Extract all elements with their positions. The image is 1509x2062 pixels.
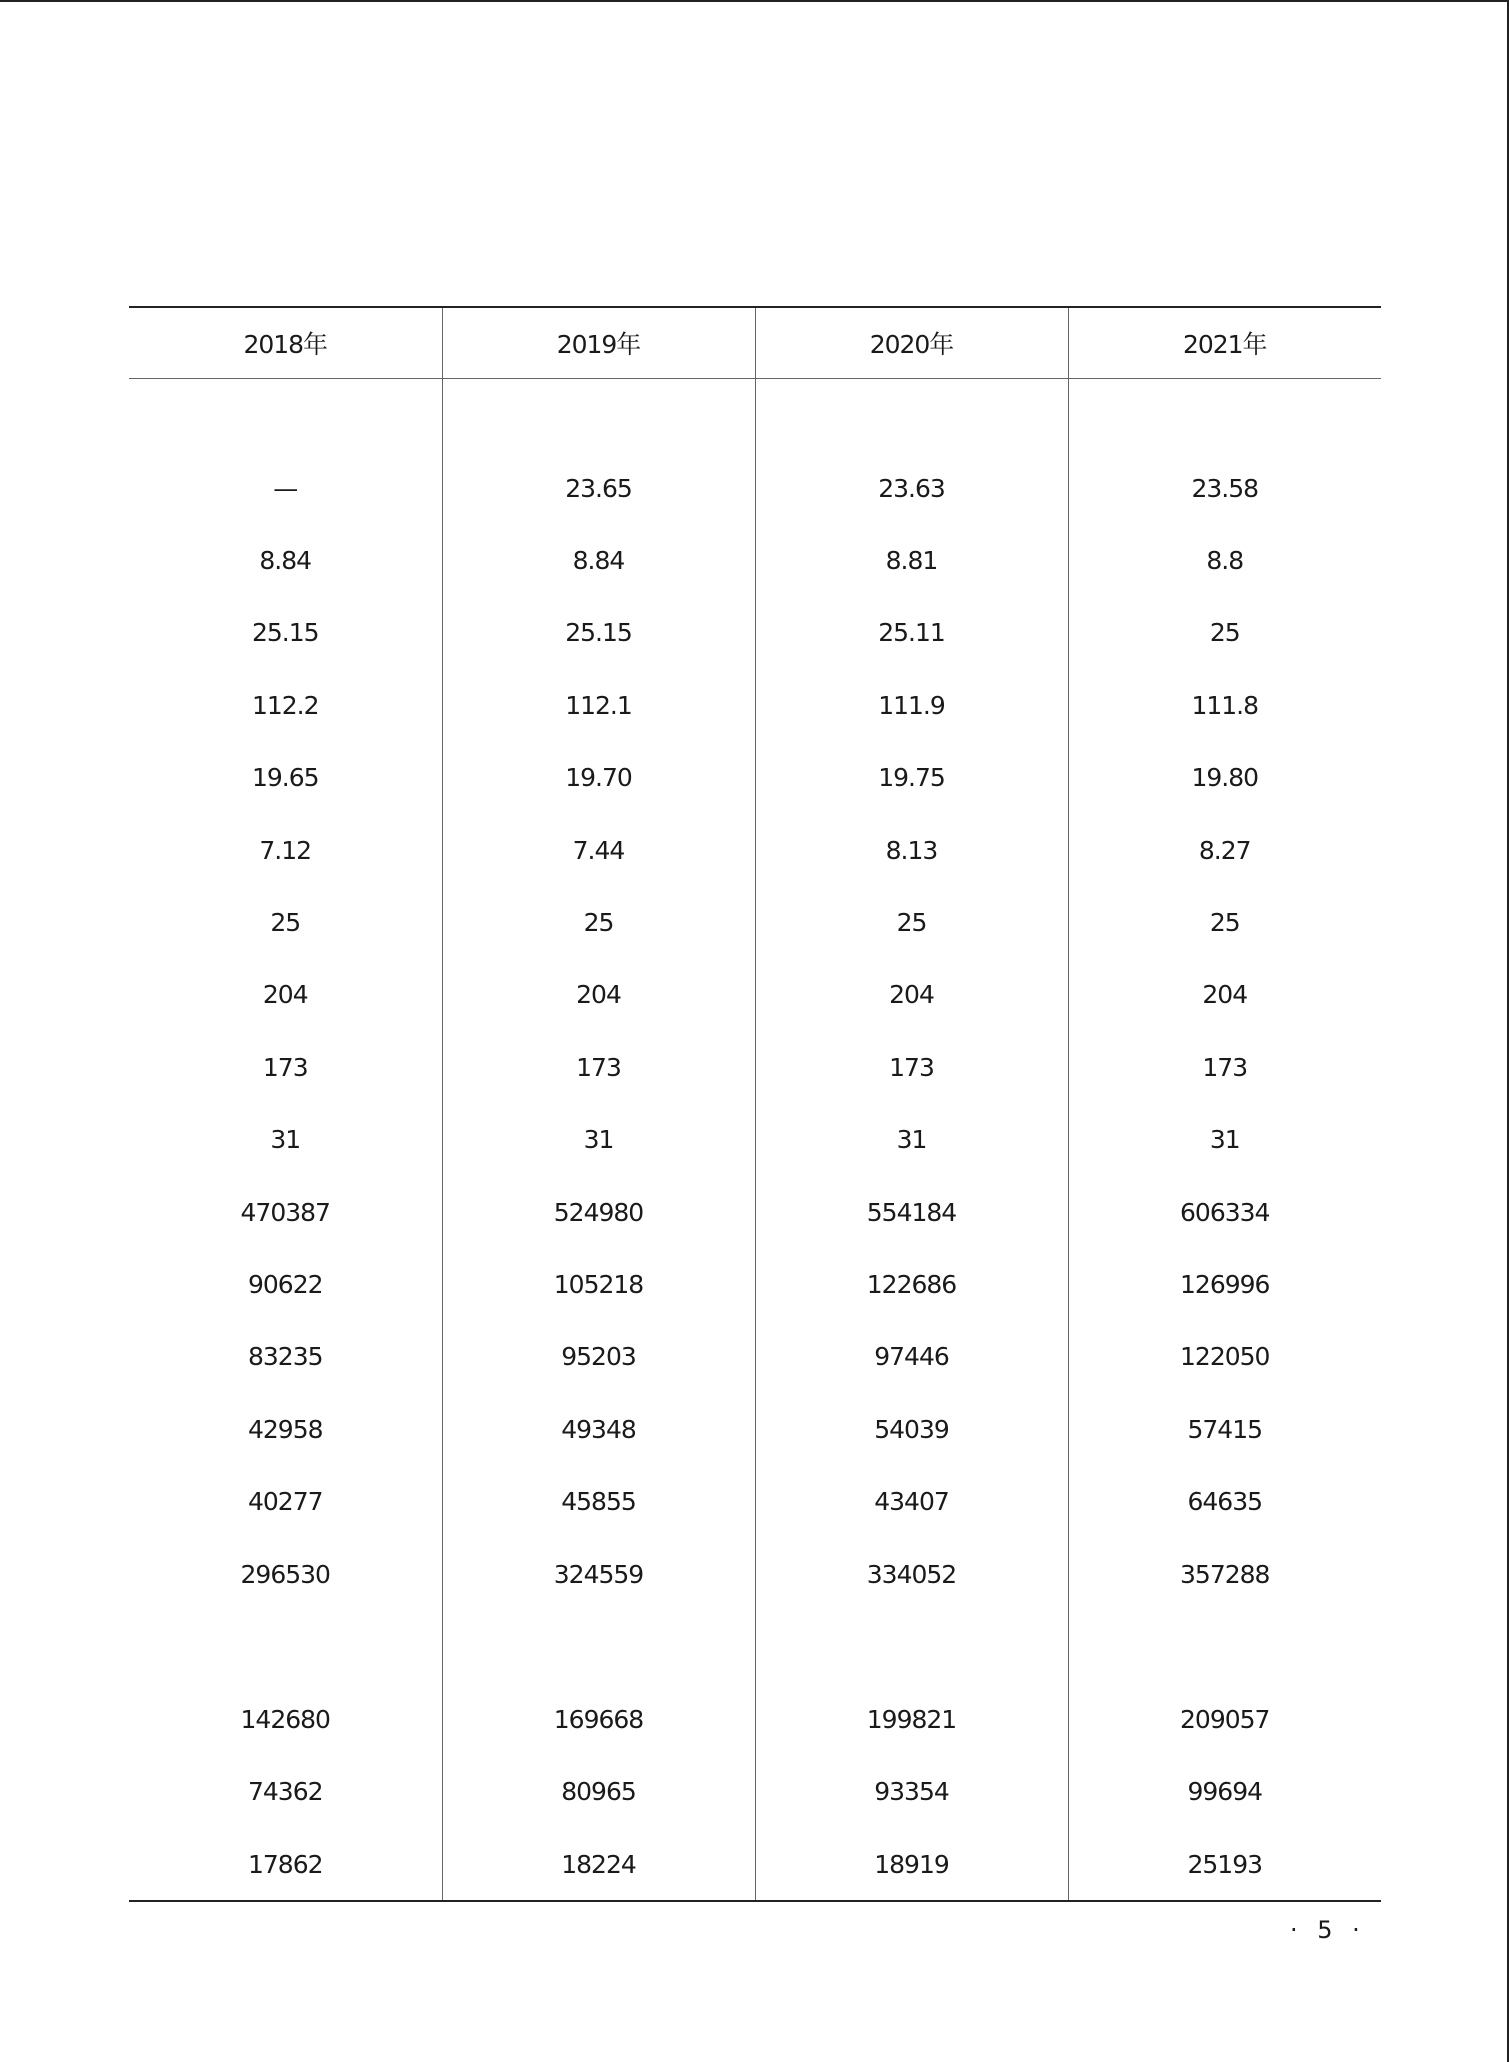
table-cell — [755, 379, 1068, 453]
table-cell: 25.11 — [755, 597, 1068, 669]
table-row — [129, 959, 1381, 1031]
table-cell: 97446 — [755, 1321, 1068, 1393]
table-cell: 19.65 — [251, 763, 319, 793]
table-row — [129, 1683, 1381, 1755]
table-cell: 31 — [270, 1125, 301, 1155]
table-cell: 64635 — [1068, 1465, 1381, 1537]
table-cell — [755, 1610, 1068, 1683]
header-2020: 2020年 — [755, 307, 1068, 379]
table-cell: 204 — [262, 980, 308, 1010]
table-cell: 17862 — [129, 1828, 442, 1901]
table-cell: 8.81 — [755, 524, 1068, 596]
table-cell: 23.63 — [755, 452, 1068, 524]
table-row — [129, 524, 1381, 596]
table-cell: 31 — [1068, 1104, 1381, 1176]
table-cell: 204 — [755, 959, 1068, 1031]
header-2019: 2019年 — [442, 307, 755, 379]
table-cell — [129, 379, 442, 453]
table-cell: 8.13 — [755, 814, 1068, 886]
table-cell: 57415 — [1068, 1393, 1381, 1465]
table-cell: 31 — [755, 1104, 1068, 1176]
table-cell: 19.80 — [1068, 742, 1381, 814]
table-cell — [442, 1610, 755, 1683]
table-cell: 296530 — [240, 1559, 330, 1589]
table-cell: 122050 — [1068, 1321, 1381, 1393]
table-cell: 25.15 — [442, 597, 755, 669]
table-cell: 173 — [1068, 1031, 1381, 1103]
table-cell: 7.12 — [259, 835, 312, 865]
table-row — [129, 1393, 1381, 1465]
table-cell: 112.1 — [442, 669, 755, 741]
table-row — [129, 886, 1381, 958]
table-row — [129, 1176, 1381, 1248]
table-row — [129, 1610, 1381, 1683]
table-cell: 25 — [1068, 597, 1381, 669]
table-row — [129, 814, 1381, 886]
table-cell: 25 — [270, 908, 301, 938]
table-cell: 357288 — [1068, 1538, 1381, 1610]
table-cell: 204 — [442, 959, 755, 1031]
table-header-row — [129, 307, 1381, 379]
table-row — [129, 1828, 1381, 1901]
table-cell: 173 — [262, 1052, 308, 1082]
table-cell — [129, 1610, 442, 1683]
table-cell: 105218 — [442, 1248, 755, 1320]
table-cell: 25193 — [1068, 1828, 1381, 1901]
header-2021: 2021年 — [1068, 307, 1381, 379]
table-cell: 95203 — [442, 1321, 755, 1393]
table-cell: 90622 — [247, 1269, 323, 1299]
table-cell: 126996 — [1068, 1248, 1381, 1320]
table-cell: 25 — [442, 886, 755, 958]
table-cell: 31 — [442, 1104, 755, 1176]
table-row — [129, 1031, 1381, 1103]
table-cell — [1068, 1610, 1381, 1683]
table-cell: 54039 — [755, 1393, 1068, 1465]
table-cell: 470387 — [240, 1197, 330, 1227]
table-cell: 93354 — [755, 1756, 1068, 1828]
table-cell: 80965 — [442, 1756, 755, 1828]
table-row — [129, 379, 1381, 453]
table-cell: 199821 — [755, 1683, 1068, 1755]
table-cell: 8.84 — [442, 524, 755, 596]
table-cell: 25.15 — [251, 618, 319, 648]
table-cell: 173 — [442, 1031, 755, 1103]
page-number: · 5 · — [1290, 1916, 1366, 1944]
table-cell: 45855 — [442, 1465, 755, 1537]
table-cell: — — [273, 473, 298, 503]
table-row — [129, 597, 1381, 669]
table-cell: 169668 — [442, 1683, 755, 1755]
table-row — [129, 452, 1381, 524]
table-cell: 122686 — [755, 1248, 1068, 1320]
table-cell: 40277 — [247, 1487, 323, 1517]
table-cell: 99694 — [1068, 1756, 1381, 1828]
table-cell: 173 — [755, 1031, 1068, 1103]
table-body — [129, 379, 1381, 1902]
statistics-table — [129, 306, 1381, 1902]
table-cell: 324559 — [442, 1538, 755, 1610]
table-cell: 19.70 — [442, 742, 755, 814]
table-cell: 111.8 — [1068, 669, 1381, 741]
table-cell — [1068, 379, 1381, 453]
table-cell: 42958 — [247, 1414, 323, 1444]
table-cell — [442, 379, 755, 453]
table-cell: 112.2 — [251, 690, 319, 720]
table-cell: 8.8 — [1068, 524, 1381, 596]
table-row — [129, 669, 1381, 741]
table-row — [129, 1248, 1381, 1320]
table-cell: 49348 — [442, 1393, 755, 1465]
table-row — [129, 1756, 1381, 1828]
table-cell: 43407 — [755, 1465, 1068, 1537]
table-cell: 19.75 — [755, 742, 1068, 814]
table-cell: 18919 — [755, 1828, 1068, 1901]
table-cell: 204 — [1068, 959, 1381, 1031]
table-row — [129, 742, 1381, 814]
table-row — [129, 1104, 1381, 1176]
table-cell: 18224 — [442, 1828, 755, 1901]
table-cell: 7.44 — [442, 814, 755, 886]
table-cell: 8.27 — [1068, 814, 1381, 886]
header-2018: 2018年 — [129, 307, 442, 379]
table-cell: 334052 — [755, 1538, 1068, 1610]
table-cell: 74362 — [247, 1777, 323, 1807]
table-cell: 25 — [755, 886, 1068, 958]
table-cell: 209057 — [1068, 1683, 1381, 1755]
table-row — [129, 1465, 1381, 1537]
table-cell: 83235 — [247, 1342, 323, 1372]
table-cell: 23.65 — [442, 452, 755, 524]
table-row — [129, 1321, 1381, 1393]
table-cell: 606334 — [1068, 1176, 1381, 1248]
table-row — [129, 1538, 1381, 1610]
table-cell: 142680 — [240, 1704, 330, 1734]
table-cell: 524980 — [442, 1176, 755, 1248]
table-cell: 8.84 — [259, 546, 312, 576]
table-cell: 554184 — [755, 1176, 1068, 1248]
table-cell: 23.58 — [1068, 452, 1381, 524]
table-cell: 111.9 — [755, 669, 1068, 741]
table-cell: 25 — [1068, 886, 1381, 958]
